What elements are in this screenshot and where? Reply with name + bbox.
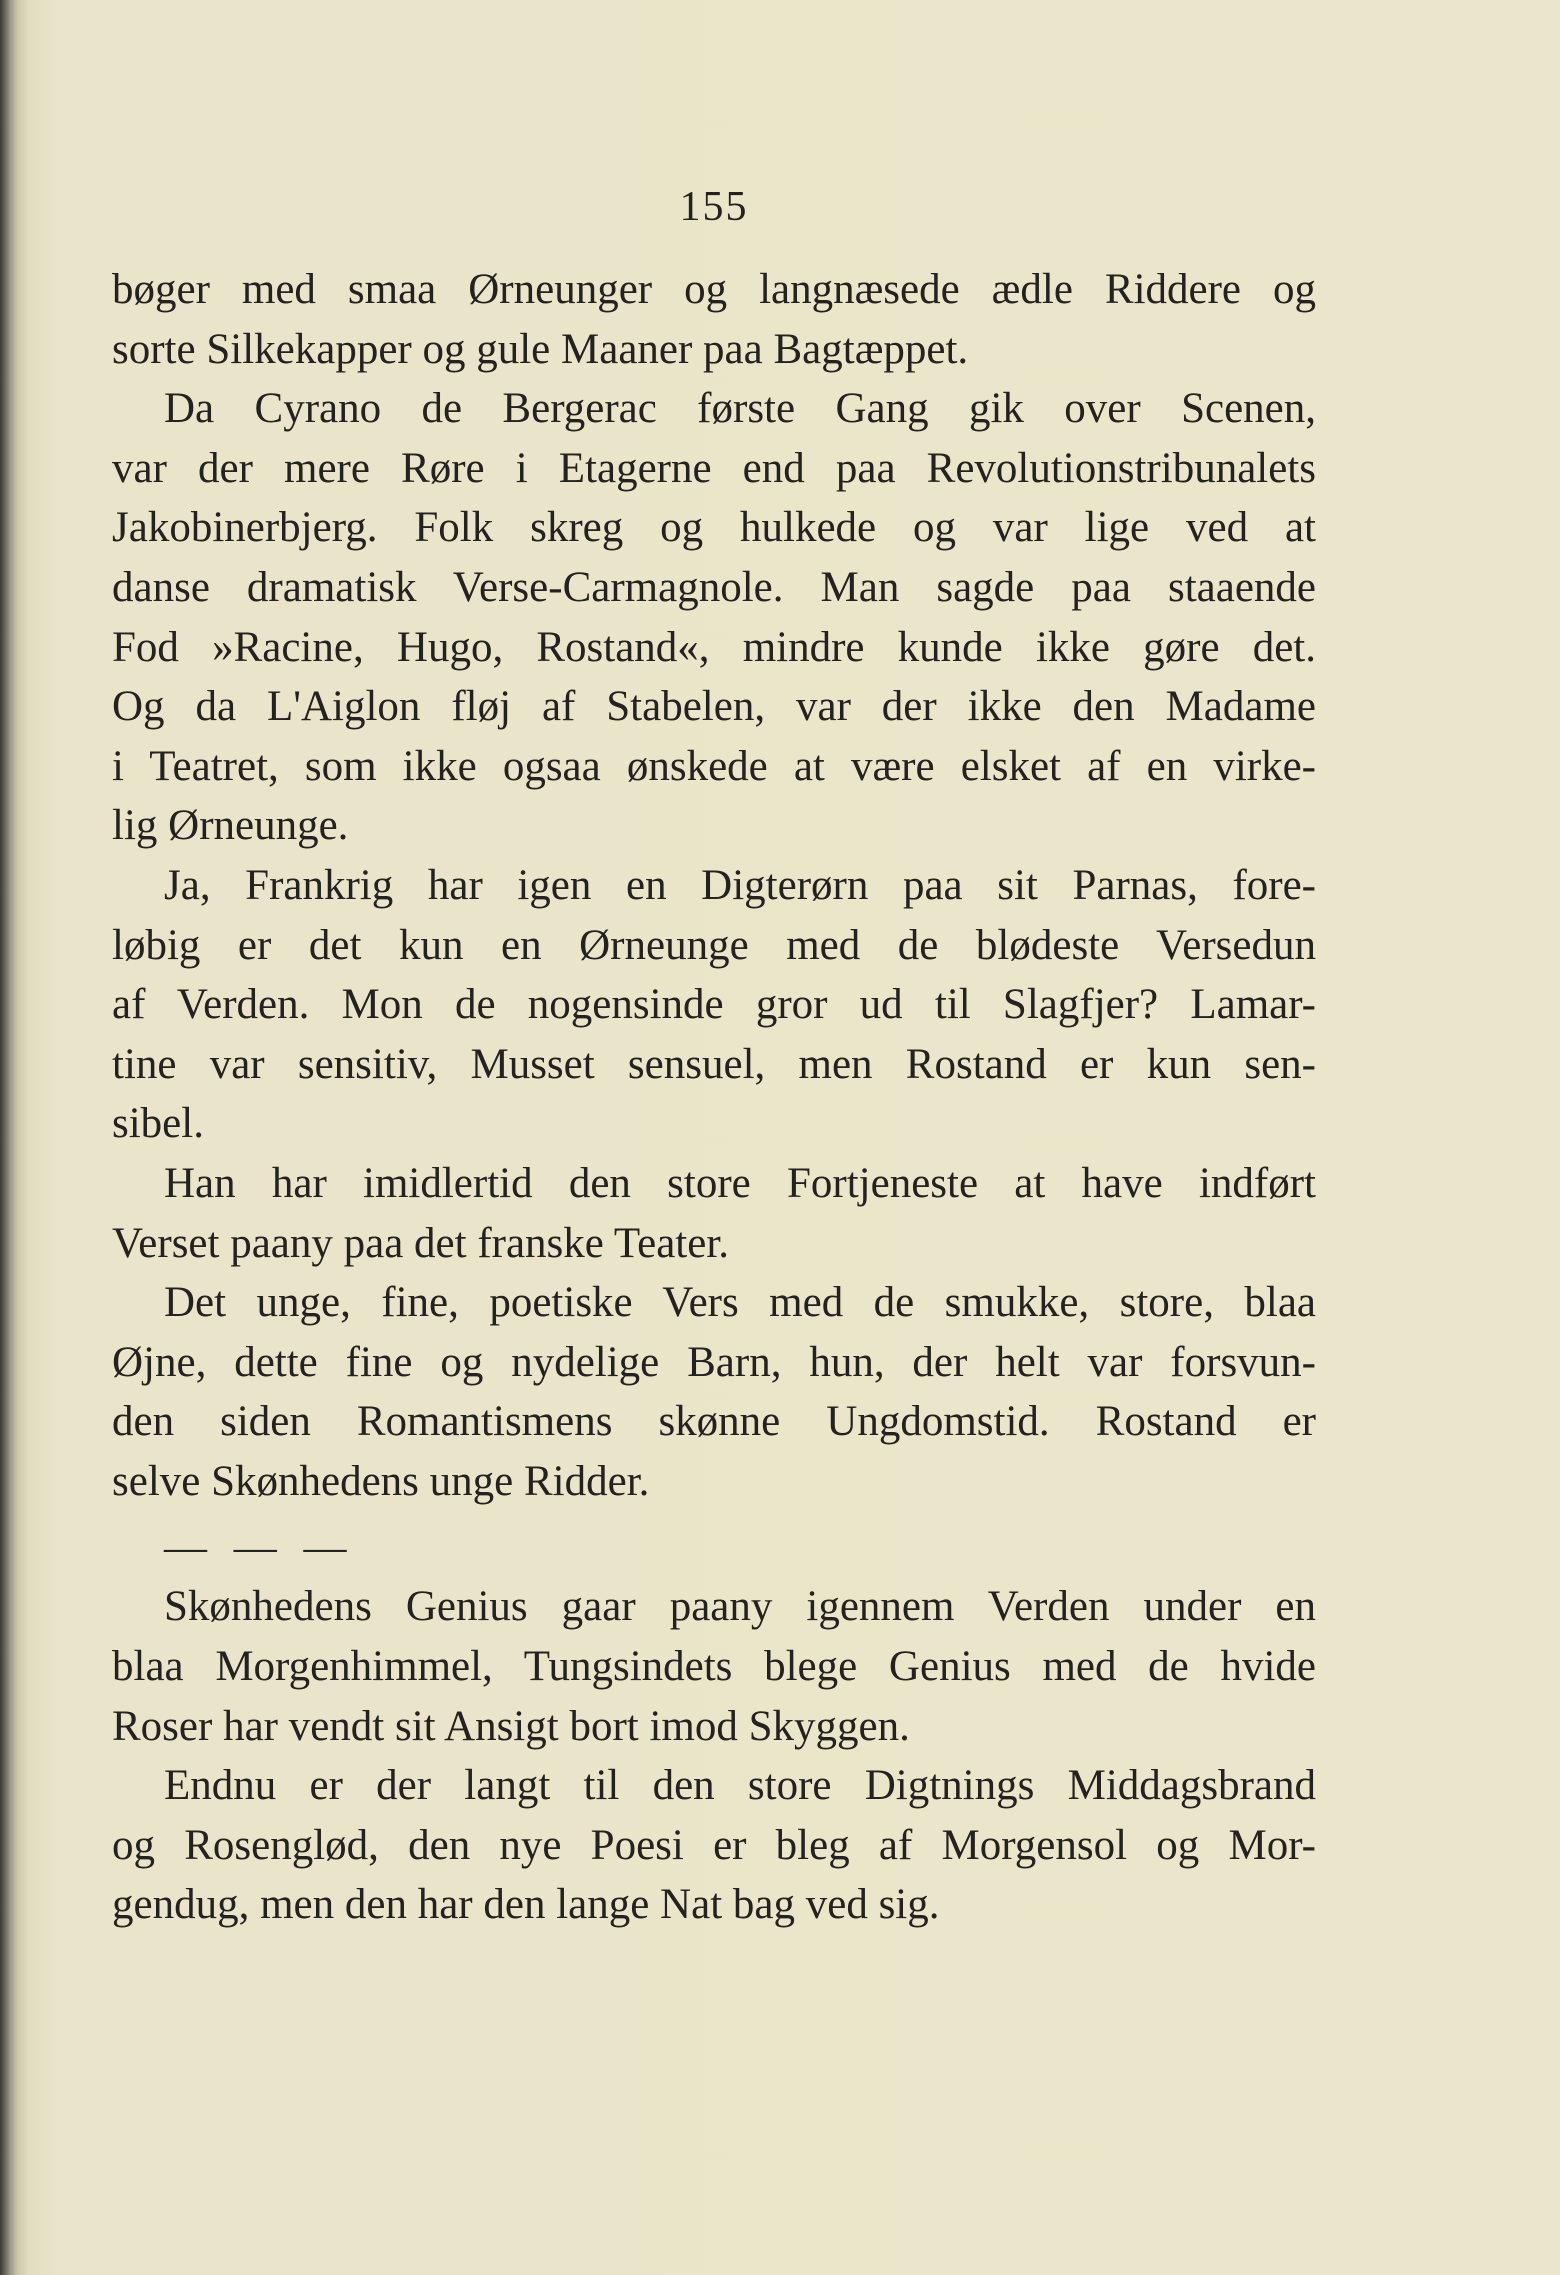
text-line: Ja, Frankrig har igen en Digterørn paa sit Parnas, fore- <box>164 861 1316 909</box>
text-line: Jakobinerbjerg. Folk skreg og hulkede og var lige ved at <box>112 504 1316 552</box>
text-line: løbig er det kun en Ørneunge med de blødeste Versedun <box>112 921 1316 969</box>
paragraph <box>112 260 1316 379</box>
text-line: lig Ørneunge. <box>112 802 349 850</box>
text-line: sorte Silkekapper og gule Maaner paa Bagtæppet. <box>112 325 969 373</box>
text-line: Skønhedens Genius gaar paany igennem Verden under en <box>164 1583 1316 1631</box>
paragraph <box>112 1577 1316 1756</box>
paragraph <box>112 1756 1316 1935</box>
text-line: tine var sensitiv, Musset sensuel, men Rostand er kun sen- <box>112 1040 1316 1088</box>
text-line: den siden Romantismens skønne Ungdomstid. Rostand er <box>112 1398 1316 1446</box>
text-line: Det unge, fine, poetiske Vers med de smukke, store, blaa <box>164 1279 1316 1327</box>
paragraph <box>112 856 1316 1154</box>
text-line: Øjne, dette fine og nydelige Barn, hun, der helt var forsvun- <box>112 1338 1316 1386</box>
text-line: var der mere Røre i Etagerne end paa Revolutionstribunalets <box>112 444 1316 492</box>
text-line: gendug, men den har den lange Nat bag ved sig. <box>112 1881 940 1929</box>
text-line: Han har imidlertid den store Fortjeneste at have indført <box>164 1159 1316 1207</box>
text-line: Og da L'Aiglon fløj af Stabelen, var der ikke den Madame <box>112 683 1316 731</box>
text-line: i Teatret, som ikke ogsaa ønskede at være elsket af en virke- <box>112 742 1316 790</box>
paragraph <box>112 1154 1316 1273</box>
text-line: Endnu er der langt til den store Digtnings Middagsbrand <box>164 1762 1316 1810</box>
text-line: danse dramatisk Verse-Carmagnole. Man sagde paa staaende <box>112 563 1316 611</box>
section-separator: — — — <box>164 1524 355 1572</box>
text-line: Verset paany paa det franske Teater. <box>112 1219 730 1267</box>
text-line: og Rosenglød, den nye Poesi er bleg af Morgensol og Mor- <box>112 1821 1316 1869</box>
text-line: selve Skønhedens unge Ridder. <box>112 1457 650 1505</box>
text-line: blaa Morgenhimmel, Tungsindets blege Genius med de hvide <box>112 1643 1316 1691</box>
page-content <box>112 260 1316 1935</box>
text-line: bøger med smaa Ørneunger og langnæsede ædle Riddere og <box>112 266 1316 313</box>
page-number: 155 <box>679 184 749 230</box>
text-line: Da Cyrano de Bergerac første Gang gik over Scenen, <box>164 385 1316 433</box>
text-line: af Verden. Mon de nogensinde gror ud til Slagfjer? Lamar- <box>112 981 1316 1029</box>
text-line: Roser har vendt sit Ansigt bort imod Skyggen. <box>112 1702 910 1750</box>
paragraph <box>112 1273 1316 1511</box>
paragraph <box>112 379 1316 856</box>
text-line: sibel. <box>112 1100 204 1148</box>
text-line: Fod »Racine, Hugo, Rostand«, mindre kunde ikke gøre det. <box>112 623 1316 671</box>
